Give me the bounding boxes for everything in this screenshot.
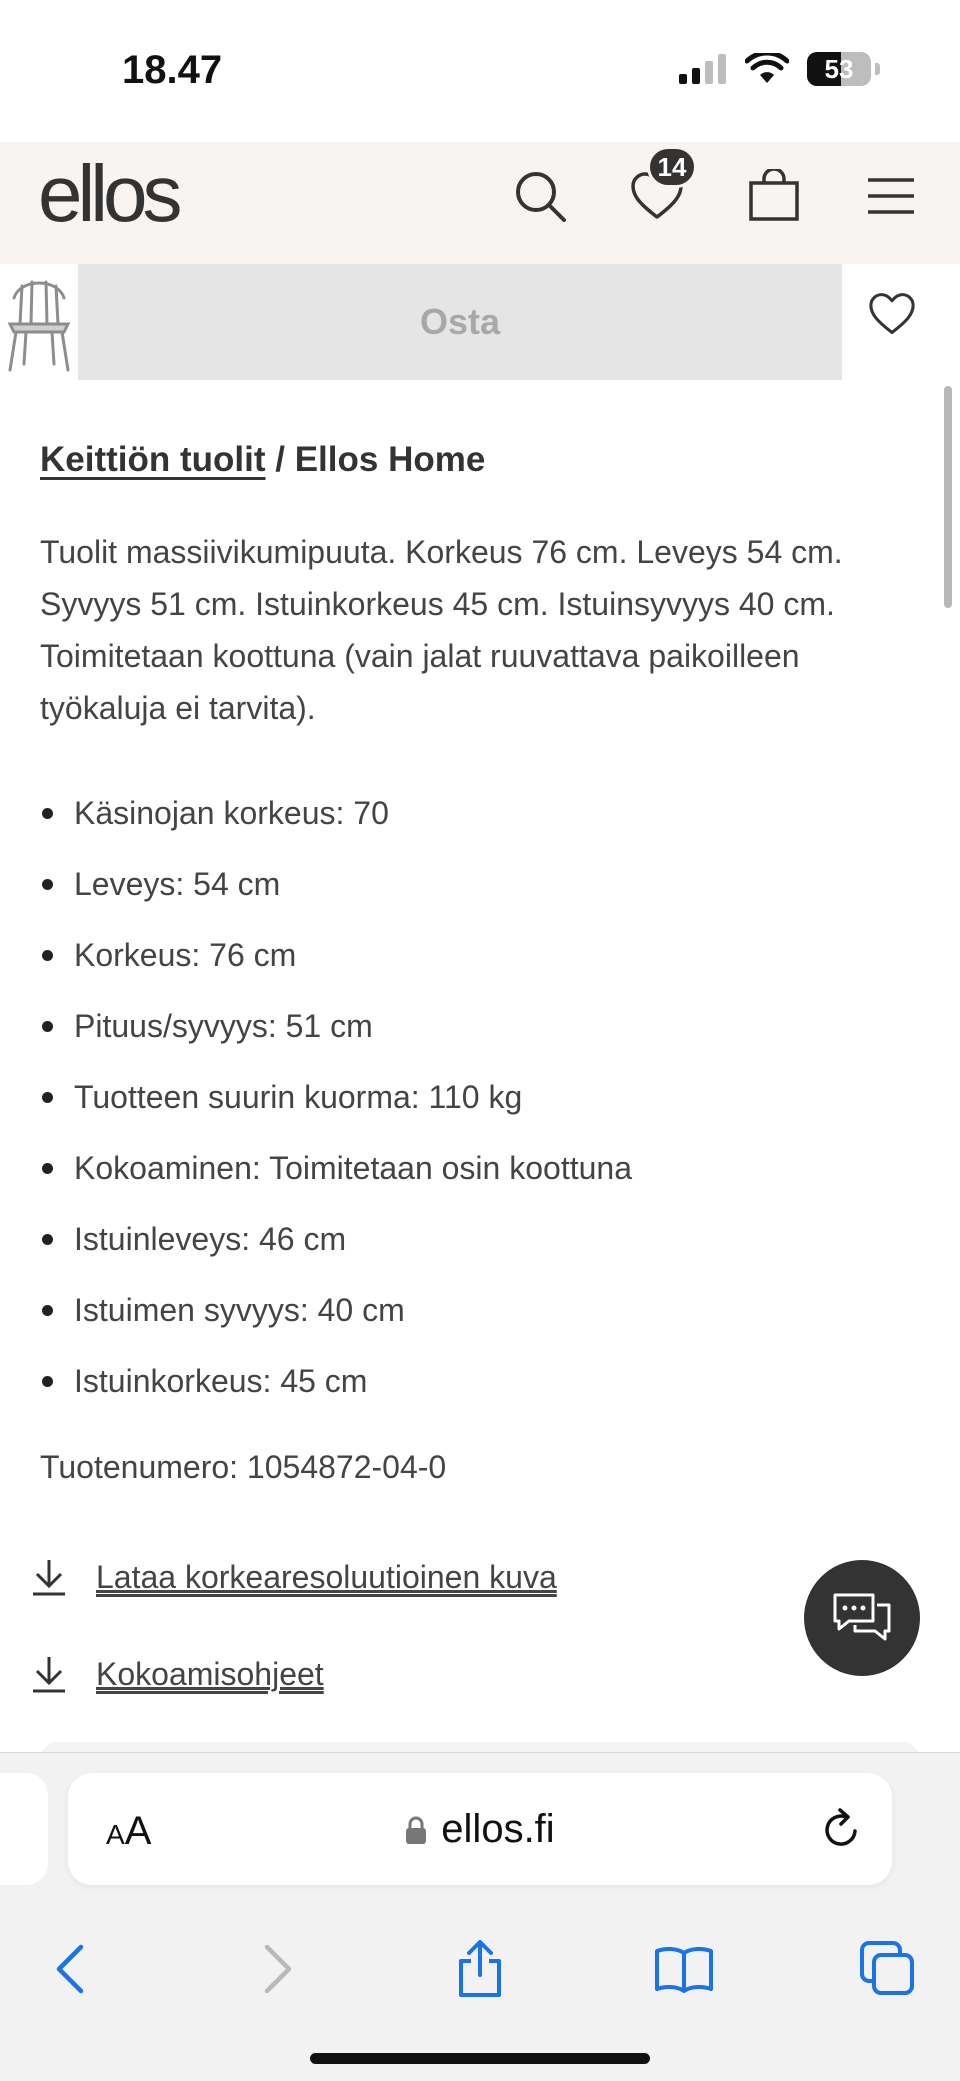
site-header — [0, 142, 960, 264]
chevron-left-icon — [55, 1944, 85, 1994]
home-indicator[interactable] — [310, 2053, 650, 2064]
battery-percentage: 53 — [824, 53, 854, 84]
cellular-signal-icon — [679, 54, 727, 84]
battery-icon — [807, 52, 871, 86]
spec-item: Istuinkorkeus: 45 cm — [40, 1362, 920, 1433]
spec-item: Kokoaminen: Toimitetaan osin koottuna — [40, 1149, 920, 1220]
url-text: ellos.fi — [441, 1807, 555, 1851]
battery-nub — [875, 63, 880, 75]
breadcrumb-separator: / — [265, 440, 295, 479]
menu-icon — [866, 176, 916, 216]
search-icon — [512, 168, 568, 224]
address-bar[interactable] — [68, 1773, 892, 1885]
forward-button[interactable] — [246, 1937, 310, 2001]
chat-button[interactable] — [804, 1560, 920, 1676]
search-button[interactable] — [504, 160, 576, 232]
breadcrumb-brand: Ellos Home — [294, 440, 486, 479]
previous-tab-preview[interactable] — [0, 1773, 48, 1885]
spec-item: Tuotteen suurin kuorma: 110 kg — [40, 1078, 920, 1149]
reload-icon — [822, 1807, 862, 1849]
cart-button[interactable] — [738, 160, 810, 232]
buy-button[interactable]: Osta — [78, 264, 842, 380]
wishlist-count-badge: 14 — [647, 146, 697, 188]
tabs-button[interactable] — [856, 1937, 920, 2001]
spec-item: Istuinleveys: 46 cm — [40, 1220, 920, 1291]
share-button[interactable] — [448, 1937, 512, 2001]
wifi-icon — [745, 53, 789, 85]
breadcrumb-category-link[interactable]: Keittiön tuolit — [40, 440, 266, 479]
product-thumbnail — [0, 264, 78, 380]
bag-icon — [747, 169, 801, 223]
product-details — [40, 440, 920, 1486]
chevron-right-icon — [263, 1944, 293, 1994]
tabs-icon — [860, 1941, 916, 1997]
reload-button[interactable] — [822, 1807, 862, 1854]
page-scrollbar[interactable] — [944, 386, 952, 608]
ellos-logo[interactable]: ellos — [38, 149, 178, 238]
share-icon — [455, 1939, 505, 1999]
spec-list — [40, 794, 920, 1433]
status-bar — [0, 0, 960, 142]
product-number: Tuotenumero: 1054872-04-0 — [40, 1449, 447, 1485]
lock-icon — [405, 1815, 427, 1845]
status-time: 18.47 — [122, 48, 223, 92]
bookmarks-button[interactable] — [652, 1937, 716, 2001]
heart-icon — [868, 292, 916, 336]
back-button[interactable] — [38, 1937, 102, 2001]
download-image-label: Lataa korkearesoluutioinen kuva — [96, 1558, 557, 1595]
assembly-instructions-label: Kokoamisohjeet — [96, 1655, 324, 1692]
menu-button[interactable] — [855, 160, 927, 232]
book-icon — [653, 1945, 715, 1993]
spec-item: Pituus/syvyys: 51 cm — [40, 1007, 920, 1078]
add-to-wishlist-button[interactable] — [868, 292, 932, 352]
spec-item: Istuimen syvyys: 40 cm — [40, 1291, 920, 1362]
download-image-link[interactable] — [32, 1558, 557, 1596]
status-icons — [679, 52, 880, 86]
breadcrumb — [40, 440, 920, 480]
spec-item: Leveys: 54 cm — [40, 865, 920, 936]
product-description: Tuolit massiivikumipuuta. Korkeus 76 cm. Leveys 54 cm. Syvyys 51 cm. Istuinkorkeus 45 cm. Istuinsyvyys 40 cm. Toimitetaan koottuna (vain jalat ruuvattava paikoilleen työkaluja ei tarvita). — [40, 534, 843, 726]
url-display[interactable] — [68, 1807, 892, 1852]
assembly-instructions-link[interactable] — [32, 1655, 324, 1693]
wishlist-button[interactable] — [621, 151, 693, 232]
chat-icon — [831, 1591, 893, 1645]
spec-item: Käsinojan korkeus: 70 — [40, 794, 920, 865]
text-size-button[interactable]: AA — [106, 1809, 152, 1853]
sticky-buy-bar — [0, 264, 960, 380]
chair-image — [0, 264, 78, 380]
browser-toolbar — [0, 1752, 960, 2081]
download-icon — [32, 1558, 66, 1596]
download-icon — [32, 1655, 66, 1693]
spec-item: Korkeus: 76 cm — [40, 936, 920, 1007]
